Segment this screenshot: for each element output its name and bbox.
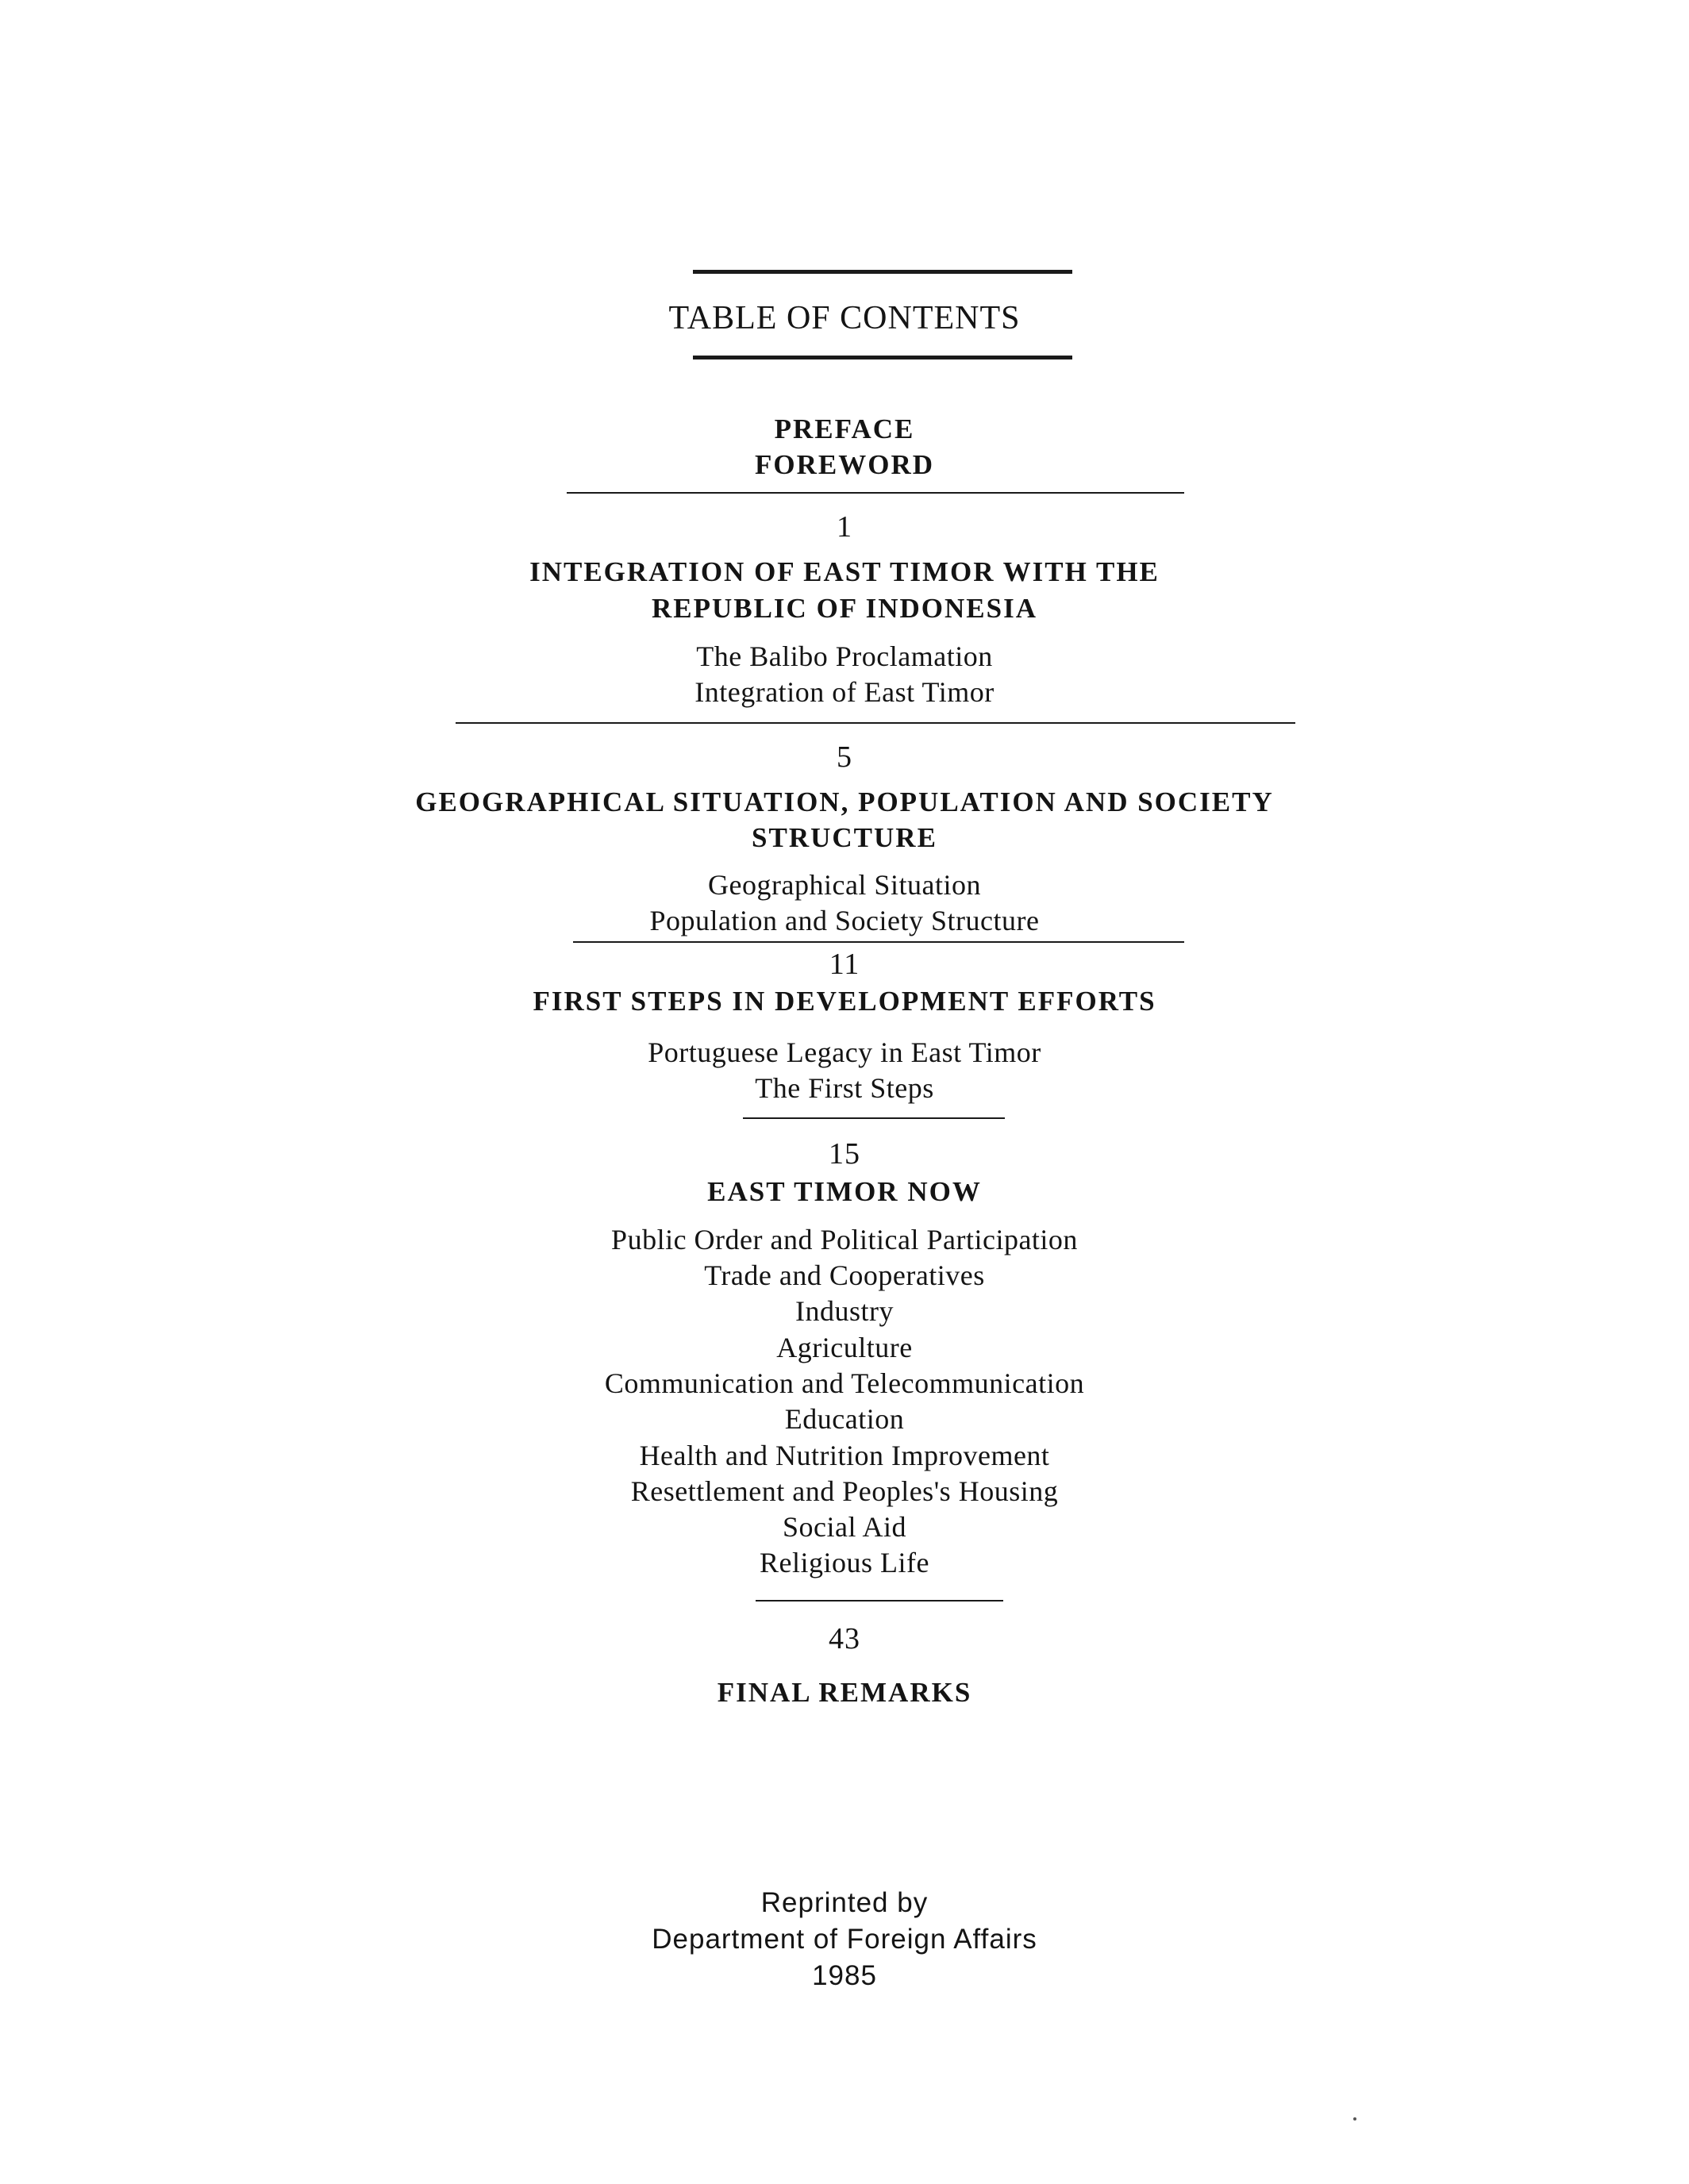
section-item[interactable]: The Balibo Proclamation <box>696 640 993 672</box>
title-rule-bottom <box>693 356 1072 360</box>
title-rule-top <box>693 270 1072 274</box>
section-item[interactable]: Religious Life <box>760 1547 929 1578</box>
section-item[interactable]: Resettlement and Peoples's Housing <box>630 1475 1059 1507</box>
section-item[interactable]: Portuguese Legacy in East Timor <box>648 1036 1041 1068</box>
chapter-page-number: 11 <box>829 948 860 981</box>
toc-preface[interactable]: PREFACE <box>774 413 915 444</box>
imprint-reprinted-by: Reprinted by <box>760 1887 929 1918</box>
section-divider <box>573 941 1184 943</box>
chapter-title[interactable]: EAST TIMOR NOW <box>707 1176 982 1207</box>
section-item[interactable]: Public Order and Political Participation <box>611 1224 1078 1255</box>
section-item[interactable]: Agriculture <box>776 1332 913 1363</box>
section-item[interactable]: Population and Society Structure <box>649 905 1040 936</box>
chapter-title[interactable]: FIRST STEPS IN DEVELOPMENT EFFORTS <box>533 986 1156 1017</box>
section-item[interactable]: Communication and Telecommunication <box>604 1367 1085 1399</box>
chapter-page-number: 15 <box>829 1137 860 1171</box>
page-title: TABLE OF CONTENTS <box>668 300 1021 336</box>
chapter-page-number: 1 <box>837 510 852 544</box>
section-item[interactable]: The First Steps <box>755 1072 934 1104</box>
section-item[interactable]: Trade and Cooperatives <box>704 1259 985 1291</box>
toc-foreword[interactable]: FOREWORD <box>755 449 934 480</box>
section-divider <box>456 722 1295 724</box>
section-item[interactable]: Health and Nutrition Improvement <box>639 1440 1050 1471</box>
section-item[interactable]: Industry <box>795 1295 894 1327</box>
section-item[interactable]: Integration of East Timor <box>694 676 995 708</box>
section-item[interactable]: Education <box>784 1403 905 1435</box>
section-divider <box>743 1117 1005 1119</box>
section-divider <box>756 1600 1003 1601</box>
chapter-title[interactable]: REPUBLIC OF INDONESIA <box>651 593 1038 624</box>
scan-speck <box>1353 2117 1356 2121</box>
chapter-title[interactable]: INTEGRATION OF EAST TIMOR WITH THE <box>529 556 1160 587</box>
chapter-page-number: 43 <box>829 1622 860 1655</box>
chapter-title[interactable]: STRUCTURE <box>752 822 937 853</box>
chapter-title[interactable]: FINAL REMARKS <box>717 1677 972 1708</box>
section-item[interactable]: Geographical Situation <box>708 869 981 901</box>
chapter-title[interactable]: GEOGRAPHICAL SITUATION, POPULATION AND SOCIETY <box>415 786 1274 817</box>
imprint-publisher: Department of Foreign Affairs <box>652 1924 1037 1955</box>
chapter-page-number: 5 <box>837 740 852 774</box>
imprint-year: 1985 <box>812 1960 877 1991</box>
section-item[interactable]: Social Aid <box>783 1511 906 1543</box>
section-divider <box>567 492 1184 494</box>
